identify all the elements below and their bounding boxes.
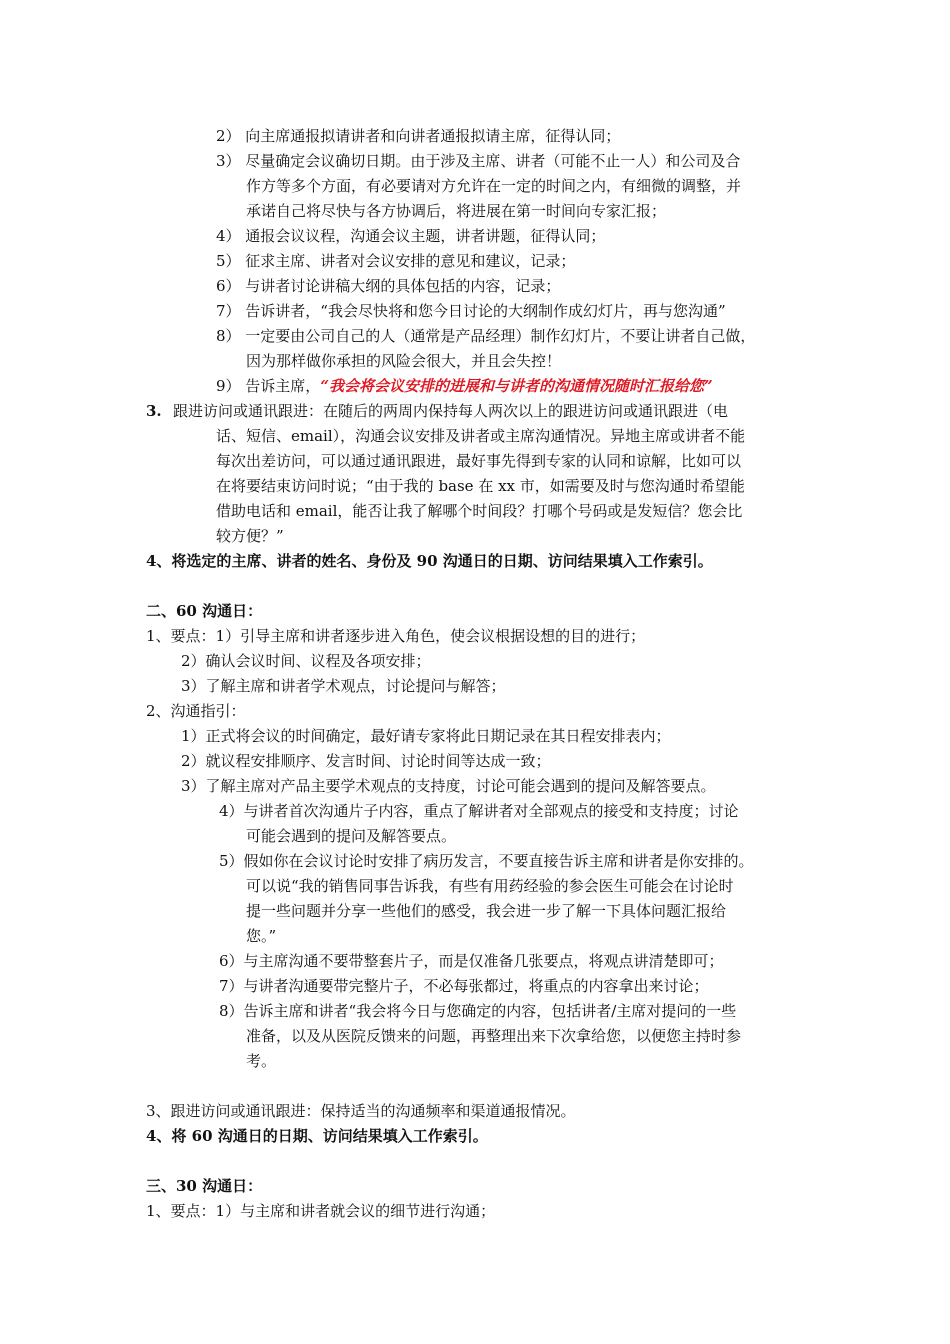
list-item-6: 6） 与讲者讨论讲稿大纲的具体包括的内容，记录； — [216, 277, 561, 295]
section-3-number: 3. — [146, 402, 162, 420]
section-3-cont-2: 每次出差访问，可以通过通讯跟进，最好事先得到专家的认同和谅解，比如可以 — [216, 452, 742, 470]
heading-60-days: 二、60 沟通日： — [146, 602, 263, 620]
guide-item-8-cont-2: 考。 — [246, 1052, 277, 1070]
key-points-3: 3）了解主席和讲者学术观点，讨论提问与解答； — [181, 677, 506, 695]
section-4-bold: 4、将选定的主席、讲者的姓名、身份及 90 沟通日的日期、访问结果填入工作索引。 — [146, 552, 713, 570]
guide-item-5: 5）假如你在会议讨论时安排了病历发言，不要直接告诉主席和讲者是你安排的。 — [219, 852, 754, 870]
guide-item-3: 3）了解主席对产品主要学术观点的支持度，讨论可能会遇到的提问及解答要点。 — [181, 777, 716, 795]
index-60-bold: 4、将 60 沟通日的日期、访问结果填入工作索引。 — [146, 1127, 488, 1145]
section-3-cont-4: 借助电话和 email，能否让我了解哪个时间段？打哪个号码或是发短信？您会比 — [216, 502, 743, 520]
list-item-4: 4） 通报会议议程，沟通会议主题，讲者讲题，征得认同； — [216, 227, 606, 245]
section-3-text: 跟进访问或通讯跟进：在随后的两周内保持每人两次以上的跟进访问或通讯跟进（电 — [173, 402, 729, 420]
guide-item-5-cont-1: 可以说“我的销售同事告诉我，有些有用药经验的参会医生可能会在讨论时 — [246, 877, 734, 895]
list-item-5: 5） 征求主席、讲者对会议安排的意见和建议，记录； — [216, 252, 576, 270]
list-item-7: 7） 告诉讲者，“我会尽快将和您今日讨论的大纲制作成幻灯片，再与您沟通” — [216, 302, 726, 320]
emphasis-quote: “我会将会议安排的进展和与讲者的沟通情况随时汇报给您” — [320, 377, 713, 395]
guide-item-8-cont-1: 准备，以及从医院反馈来的问题，再整理出来下次拿给您，以便您主持时参 — [246, 1027, 742, 1045]
section-3-cont-3: 在将要结束访问时说；“由于我的 base 在 xx 市，如需要及时与您沟通时希望能 — [216, 477, 745, 495]
list-item-9-text: 9） 告诉主席， — [216, 377, 321, 395]
section-3-cont-1: 话、短信、email），沟通会议安排及讲者或主席沟通情况。异地主席或讲者不能 — [216, 427, 746, 445]
guide-item-4: 4）与讲者首次沟通片子内容，重点了解讲者对全部观点的接受和支持度；讨论 — [219, 802, 739, 820]
guide-item-8: 8）告诉主席和讲者“我会将今日与您确定的内容，包括讲者/主席对提问的一些 — [219, 1002, 737, 1020]
guide-item-2: 2）就议程安排顺序、发言时间、讨论时间等达成一致； — [181, 752, 551, 770]
guide-item-5-cont-2: 提一些问题并分享一些他们的感受，我会进一步了解一下具体问题汇报给 — [246, 902, 727, 920]
guide-heading: 2、沟通指引： — [146, 702, 246, 720]
guide-item-4-cont: 可能会遇到的提问及解答要点。 — [246, 827, 457, 845]
list-item-9 — [216, 377, 713, 395]
list-item-8: 8） 一定要由公司自己的人（通常是产品经理）制作幻灯片，不要让讲者自己做， — [216, 327, 756, 345]
guide-item-1: 1）正式将会议的时间确定，最好请专家将此日期记录在其日程安排表内； — [181, 727, 671, 745]
section-3-cont-5: 较方便？” — [216, 527, 284, 545]
key-points-2: 2）确认会议时间、议程及各项安排； — [181, 652, 431, 670]
list-item-3-cont-2: 承诺自己将尽快与各方协调后，将进展在第一时间向专家汇报； — [246, 202, 667, 220]
list-item-3: 3） 尽量确定会议确切日期。由于涉及主席、讲者（可能不止一人）和公司及合 — [216, 152, 741, 170]
key-points-30: 1、要点：1）与主席和讲者就会议的细节进行沟通； — [146, 1202, 496, 1220]
guide-item-5-cont-3: 您。” — [246, 927, 277, 945]
list-item-8-cont: 因为那样做你承担的风险会很大，并且会失控！ — [246, 352, 562, 370]
heading-30-days: 三、30 沟通日： — [146, 1177, 263, 1195]
followup-60: 3、跟进访问或通讯跟进：保持适当的沟通频率和渠道通报情况。 — [146, 1102, 576, 1120]
list-item-3-cont-1: 作方等多个方面，有必要请对方允许在一定的时间之内，有细微的调整，并 — [246, 177, 742, 195]
guide-item-7: 7）与讲者沟通要带完整片子，不必每张都过，将重点的内容拿出来讨论； — [219, 977, 709, 995]
key-points-1: 1、要点：1）引导主席和讲者逐步进入角色，使会议根据设想的目的进行； — [146, 627, 646, 645]
guide-item-6: 6）与主席沟通不要带整套片子，而是仅准备几张要点，将观点讲清楚即可； — [219, 952, 724, 970]
list-item-2: 2） 向主席通报拟请讲者和向讲者通报拟请主席，征得认同； — [216, 127, 621, 145]
